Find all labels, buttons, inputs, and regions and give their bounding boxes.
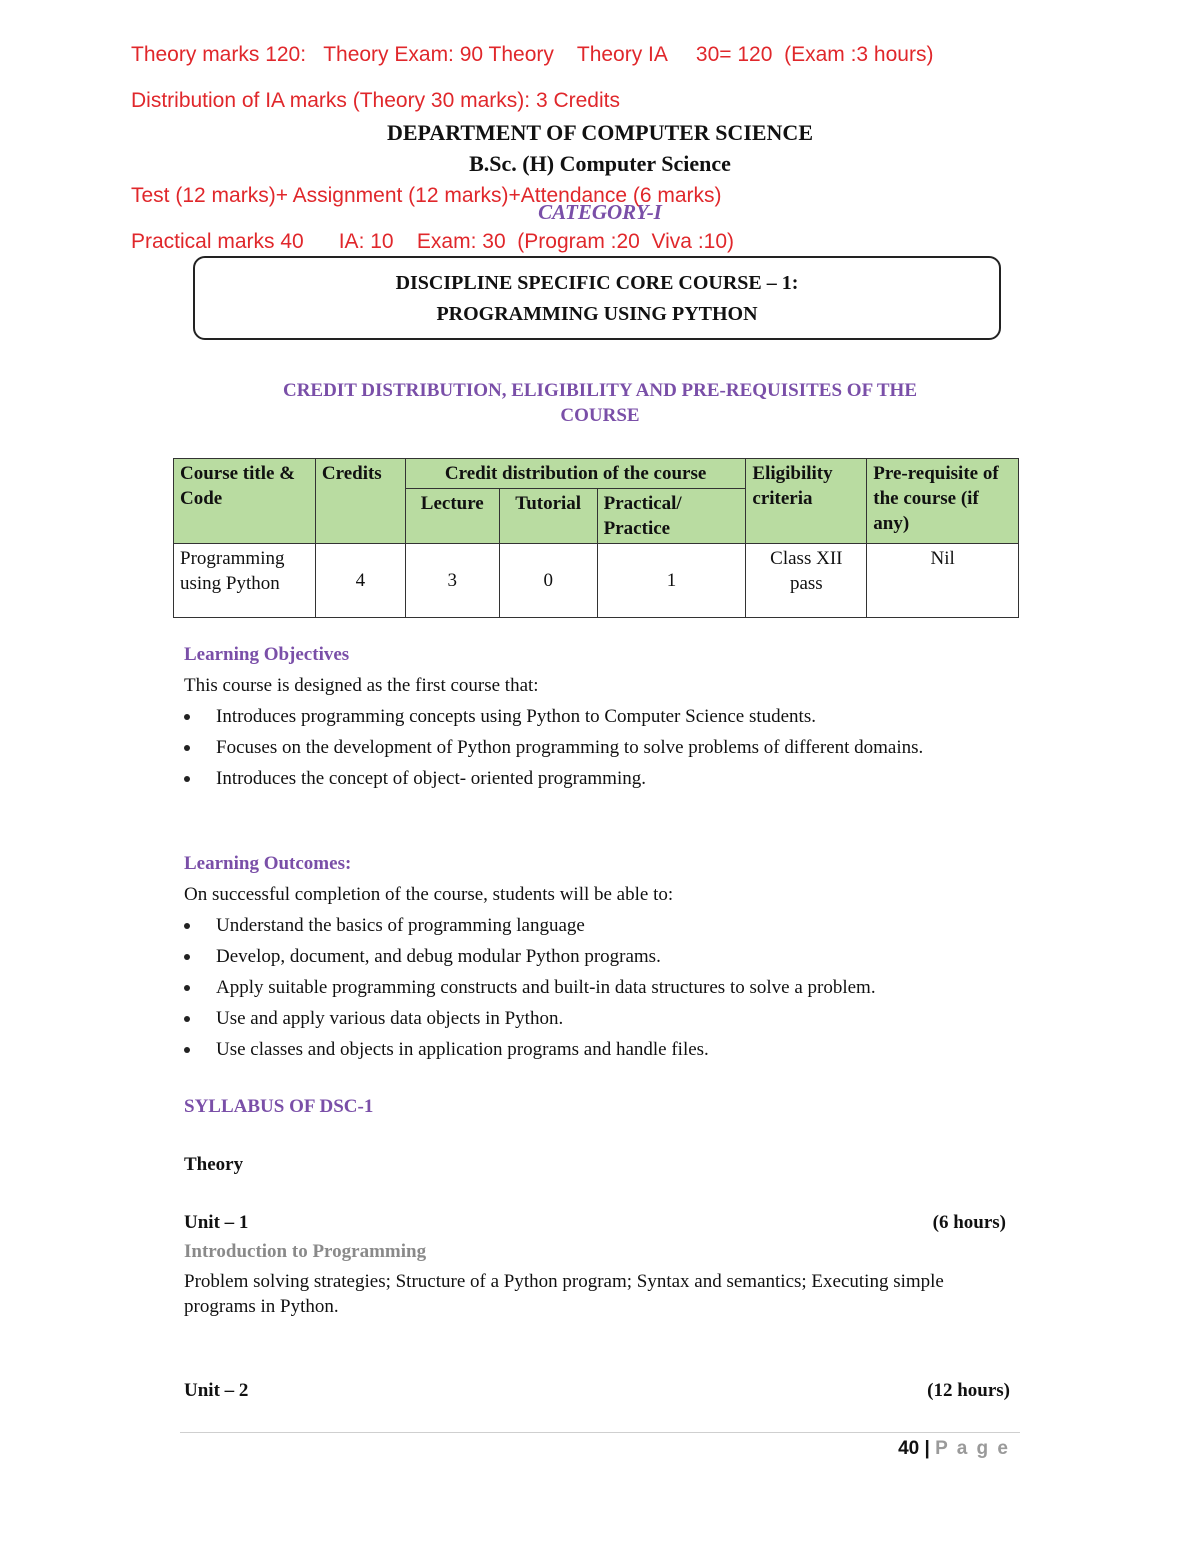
course-box-line1: DISCIPLINE SPECIFIC CORE COURSE – 1: [395, 272, 799, 294]
credit-section-title-line2: COURSE [560, 405, 640, 426]
program-heading: B.Sc. (H) Computer Science [469, 151, 731, 176]
list-item: Use classes and objects in application programs and handle files. [182, 1035, 1016, 1064]
cell-credits: 4 [315, 544, 405, 618]
list-item: Focuses on the development of Python programming to solve problems of different domains. [182, 733, 1016, 762]
header-eligibility: Eligibility criteria [746, 459, 867, 544]
table-row [174, 544, 1019, 618]
list-item: Apply suitable programming constructs and built-in data structures to solve a problem. [182, 973, 1016, 1002]
list-item: Introduces the concept of object- oriented programming. [182, 764, 1016, 793]
annotation-test-assignment: Test (12 marks)+ Assignment (12 marks)+Attendance (6 marks) [131, 184, 722, 207]
outcomes-list [182, 911, 1016, 1066]
outcomes-intro: On successful completion of the course, students will be able to: [184, 884, 674, 905]
list-item: Develop, document, and debug modular Python programs. [182, 942, 1016, 971]
cell-tutorial: 0 [499, 544, 597, 618]
course-box-line2: PROGRAMMING USING PYTHON [436, 303, 758, 325]
header-tutorial: Tutorial [499, 489, 597, 544]
header-lecture: Lecture [405, 489, 499, 544]
outcomes-title: Learning Outcomes: [184, 853, 352, 874]
page-number [860, 1438, 1010, 1460]
syllabus-title: SYLLABUS OF DSC-1 [184, 1096, 374, 1117]
objectives-title: Learning Objectives [184, 644, 350, 665]
cell-course-title: Programming using Python [174, 544, 316, 618]
theory-label: Theory [184, 1154, 244, 1175]
objectives-intro: This course is designed as the first course that: [184, 675, 539, 696]
footer-divider [180, 1432, 1020, 1433]
course-title-box [193, 256, 1001, 340]
cell-eligibility: Class XII pass [746, 544, 867, 618]
table-header-row [174, 459, 1019, 489]
cell-prerequisite: Nil [867, 544, 1019, 618]
unit1-hours: (6 hours) [932, 1212, 1006, 1233]
credit-section-title-line1: CREDIT DISTRIBUTION, ELIGIBILITY AND PRE-REQUISITES OF THE [282, 380, 918, 401]
cell-lecture: 3 [405, 544, 499, 618]
unit2-label: Unit – 2 [184, 1380, 249, 1401]
page-word: P a g e [935, 1438, 1010, 1459]
department-heading: DEPARTMENT OF COMPUTER SCIENCE [386, 120, 813, 145]
cell-practical: 1 [597, 544, 746, 618]
objectives-list [182, 702, 1016, 795]
credit-table [173, 458, 1019, 618]
annotation-theory-marks: Theory marks 120: Theory Exam: 90 Theory Theory IA 30= 120 (Exam :3 hours) [131, 43, 934, 66]
header-prerequisite: Pre-requisite of the course (if any) [867, 459, 1019, 544]
page-number-separator: | [924, 1438, 930, 1459]
category-heading: CATEGORY-I [538, 200, 662, 224]
list-item: Use and apply various data objects in Python. [182, 1004, 1016, 1033]
page-number-value: 40 [898, 1438, 920, 1459]
unit1-name: Introduction to Programming [184, 1241, 427, 1262]
annotation-ia-distribution: Distribution of IA marks (Theory 30 marks): 3 Credits [131, 89, 620, 112]
unit2-hours: (12 hours) [927, 1380, 1010, 1401]
unit1-description: Problem solving strategies; Structure of a Python program; Syntax and semantics; Executing simple programs in Python. [184, 1271, 944, 1317]
list-item: Understand the basics of programming language [182, 911, 1016, 940]
header-practical: Practical/ Practice [597, 489, 746, 544]
list-item: Introduces programming concepts using Python to Computer Science students. [182, 702, 1016, 731]
unit1-label: Unit – 1 [184, 1212, 249, 1233]
header-course-title: Course title & Code [174, 459, 316, 544]
annotation-practical-marks: Practical marks 40 IA: 10 Exam: 30 (Program :20 Viva :10) [131, 230, 735, 253]
header-credit-distribution: Credit distribution of the course [405, 459, 746, 489]
header-credits: Credits [315, 459, 405, 544]
